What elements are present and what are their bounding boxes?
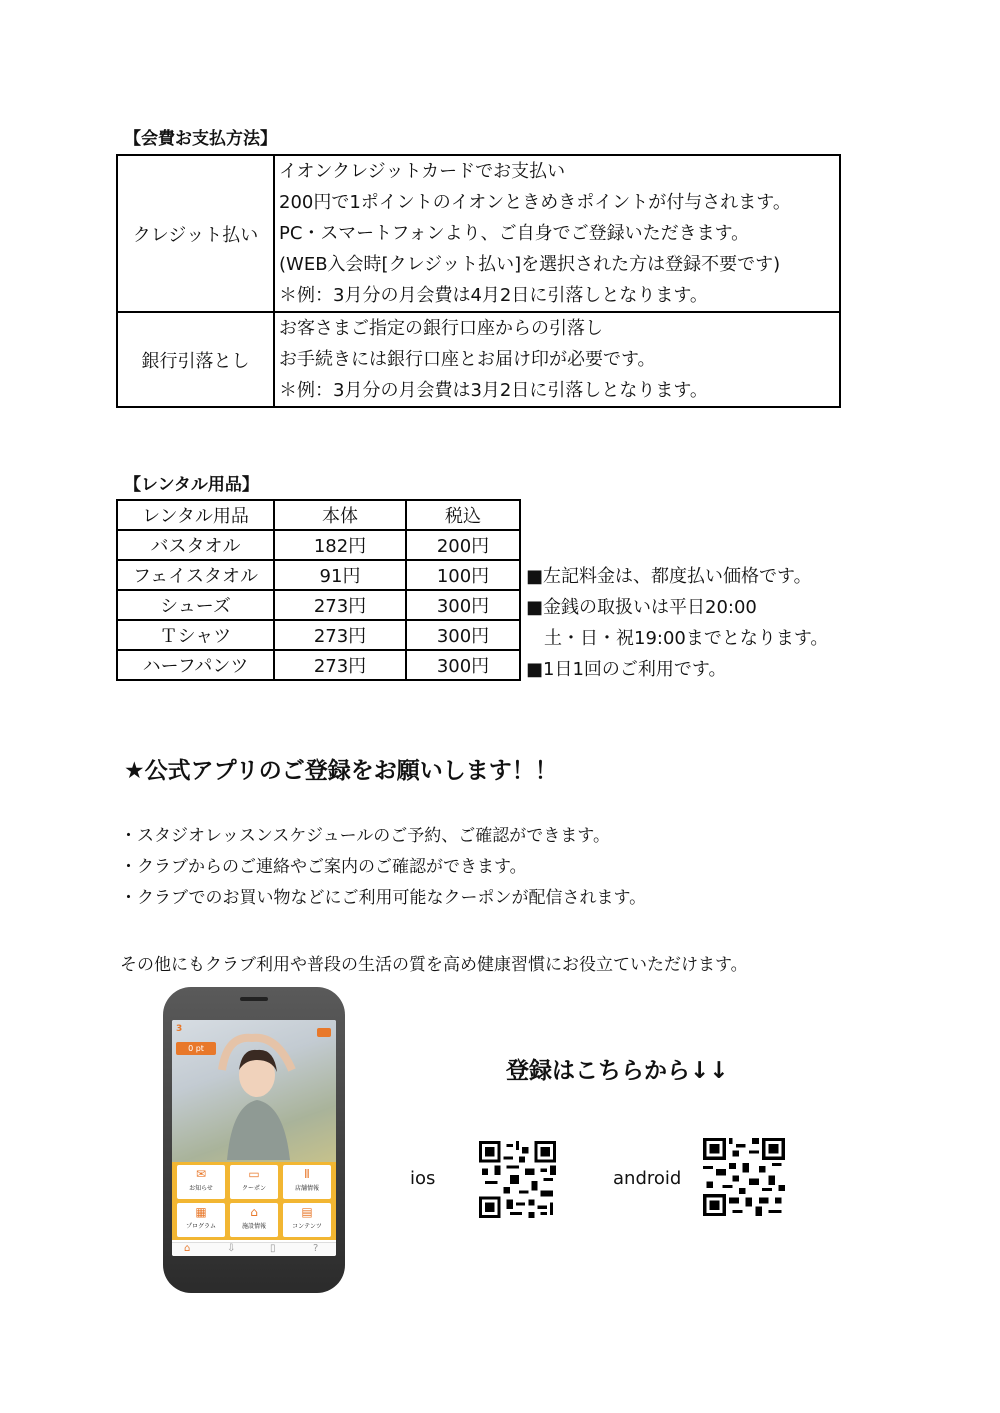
payment-line: お客さまご指定の銀行口座からの引落し xyxy=(279,318,603,339)
hero-image xyxy=(172,1020,336,1168)
payment-details-credit xyxy=(274,155,840,312)
app-section-title: ★公式アプリのご登録をお願いします！！ xyxy=(124,758,558,784)
app-features-list xyxy=(120,821,646,914)
menu-item-label: クーポン xyxy=(241,1185,266,1192)
table-row xyxy=(117,650,520,680)
download-icon[interactable]: ⇩ xyxy=(227,1243,236,1254)
table-row xyxy=(117,620,520,650)
menu-item-label: 店舗情報 xyxy=(294,1185,319,1192)
rental-note: 土・日・祝19:00までとなります。 xyxy=(526,628,829,649)
content-icon: ▤ xyxy=(301,1205,313,1219)
ios-label: ios xyxy=(410,1168,436,1189)
payment-line: 200円で1ポイントのイオンときめきポイントが付与されます。 xyxy=(279,192,791,213)
rental-header-tax: 税込 xyxy=(406,500,520,530)
hamburger-menu-icon[interactable] xyxy=(317,1028,331,1037)
menu-item-program[interactable] xyxy=(177,1203,225,1237)
clipboard-icon[interactable]: ▯ xyxy=(270,1243,276,1254)
payment-line: (WEB入会時[クレジット払い]を選択された方は登録不要です) xyxy=(279,254,781,275)
payment-details-bank xyxy=(274,312,840,407)
rental-section-title: 【レンタル用品】 xyxy=(124,475,259,495)
store-icon: ⌂ xyxy=(250,1205,258,1219)
rental-note: ■金銭の取扱いは平日20:00 xyxy=(526,597,757,618)
woman-illustration xyxy=(212,1030,302,1160)
payment-table xyxy=(116,154,841,408)
menu-item-facility[interactable] xyxy=(230,1203,278,1237)
rental-note: ■1日1回のご利用です。 xyxy=(526,659,727,680)
rental-header-price: 本体 xyxy=(274,500,406,530)
list-item: ・クラブからのご連絡やご案内のご確認ができます。 xyxy=(120,857,527,877)
phone-screen xyxy=(172,1020,336,1256)
payment-row-bank xyxy=(117,312,840,407)
calendar-icon: ▦ xyxy=(195,1205,207,1219)
rental-price: 273円 xyxy=(274,650,406,680)
app-logo: 3 xyxy=(176,1024,183,1034)
menu-item-store-info[interactable] xyxy=(283,1165,331,1199)
rental-price: 91円 xyxy=(274,560,406,590)
payment-line: イオンクレジットカードでお支払い xyxy=(279,161,566,182)
rental-price: 273円 xyxy=(274,590,406,620)
rental-item: バスタオル xyxy=(117,530,274,560)
phone-mockup xyxy=(163,987,345,1293)
payment-line: PC・スマートフォンより、ご自身でご登録いただきます。 xyxy=(279,223,750,244)
menu-item-label: 施設情報 xyxy=(241,1223,266,1230)
payment-line: お手続きには銀行口座とお届け印が必要です。 xyxy=(279,349,656,370)
rental-item: Ｔシャツ xyxy=(117,620,274,650)
menu-item-label: コンテンツ xyxy=(292,1223,322,1230)
rental-item: ハーフパンツ xyxy=(117,650,274,680)
menu-item-content[interactable] xyxy=(283,1203,331,1237)
rental-table xyxy=(116,499,521,681)
phone-tab-bar xyxy=(172,1242,336,1256)
help-icon[interactable]: ? xyxy=(313,1243,319,1254)
rental-tax-price: 300円 xyxy=(406,590,520,620)
payment-line: ＊例：3月分の月会費は3月2日に引落しとなります。 xyxy=(279,380,708,401)
app-description: その他にもクラブ利用や普段の生活の質を高め健康習慣にお役立ていただけます。 xyxy=(120,955,748,975)
points-badge: 0 pt xyxy=(176,1042,216,1055)
menu-item-news[interactable] xyxy=(177,1165,225,1199)
ios-qr-code-icon[interactable] xyxy=(479,1141,556,1218)
home-icon[interactable]: ⌂ xyxy=(184,1243,191,1254)
payment-method-credit: クレジット払い xyxy=(117,155,274,312)
megaphone-icon: ✉ xyxy=(195,1167,207,1181)
rental-item: フェイスタオル xyxy=(117,560,274,590)
phone-menu-grid xyxy=(172,1162,336,1240)
rental-notes xyxy=(526,561,828,685)
rental-tax-price: 300円 xyxy=(406,650,520,680)
rental-tax-price: 300円 xyxy=(406,620,520,650)
rental-tax-price: 200円 xyxy=(406,530,520,560)
rental-note: ■左記料金は、都度払い価格です。 xyxy=(526,566,812,587)
coupon-icon: ▭ xyxy=(248,1167,260,1181)
table-row xyxy=(117,560,520,590)
rental-price: 182円 xyxy=(274,530,406,560)
rental-price: 273円 xyxy=(274,620,406,650)
table-row xyxy=(117,590,520,620)
payment-line: ＊例：3月分の月会費は4月2日に引落しとなります。 xyxy=(279,285,708,306)
android-label: android xyxy=(613,1168,682,1189)
table-row xyxy=(117,530,520,560)
rental-tax-price: 100円 xyxy=(406,560,520,590)
payment-row-credit xyxy=(117,155,840,312)
payment-method-bank: 銀行引落とし xyxy=(117,312,274,407)
list-item: ・クラブでのお買い物などにご利用可能なクーポンが配信されます。 xyxy=(120,888,647,908)
dumbbell-icon: Ⅱ xyxy=(304,1167,310,1181)
menu-item-label: プログラム xyxy=(186,1223,216,1230)
phone-speaker xyxy=(240,997,268,1001)
menu-item-label: お知らせ xyxy=(189,1185,213,1192)
payment-section-title: 【会費お支払方法】 xyxy=(124,129,277,149)
rental-header-row xyxy=(117,500,520,530)
list-item: ・スタジオレッスンスケジュールのご予約、ご確認ができます。 xyxy=(120,826,610,846)
android-qr-code-icon[interactable] xyxy=(703,1138,785,1216)
register-title: 登録はこちらから↓↓ xyxy=(506,1058,729,1084)
menu-item-coupon[interactable] xyxy=(230,1165,278,1199)
rental-header-item: レンタル用品 xyxy=(117,500,274,530)
rental-item: シューズ xyxy=(117,590,274,620)
